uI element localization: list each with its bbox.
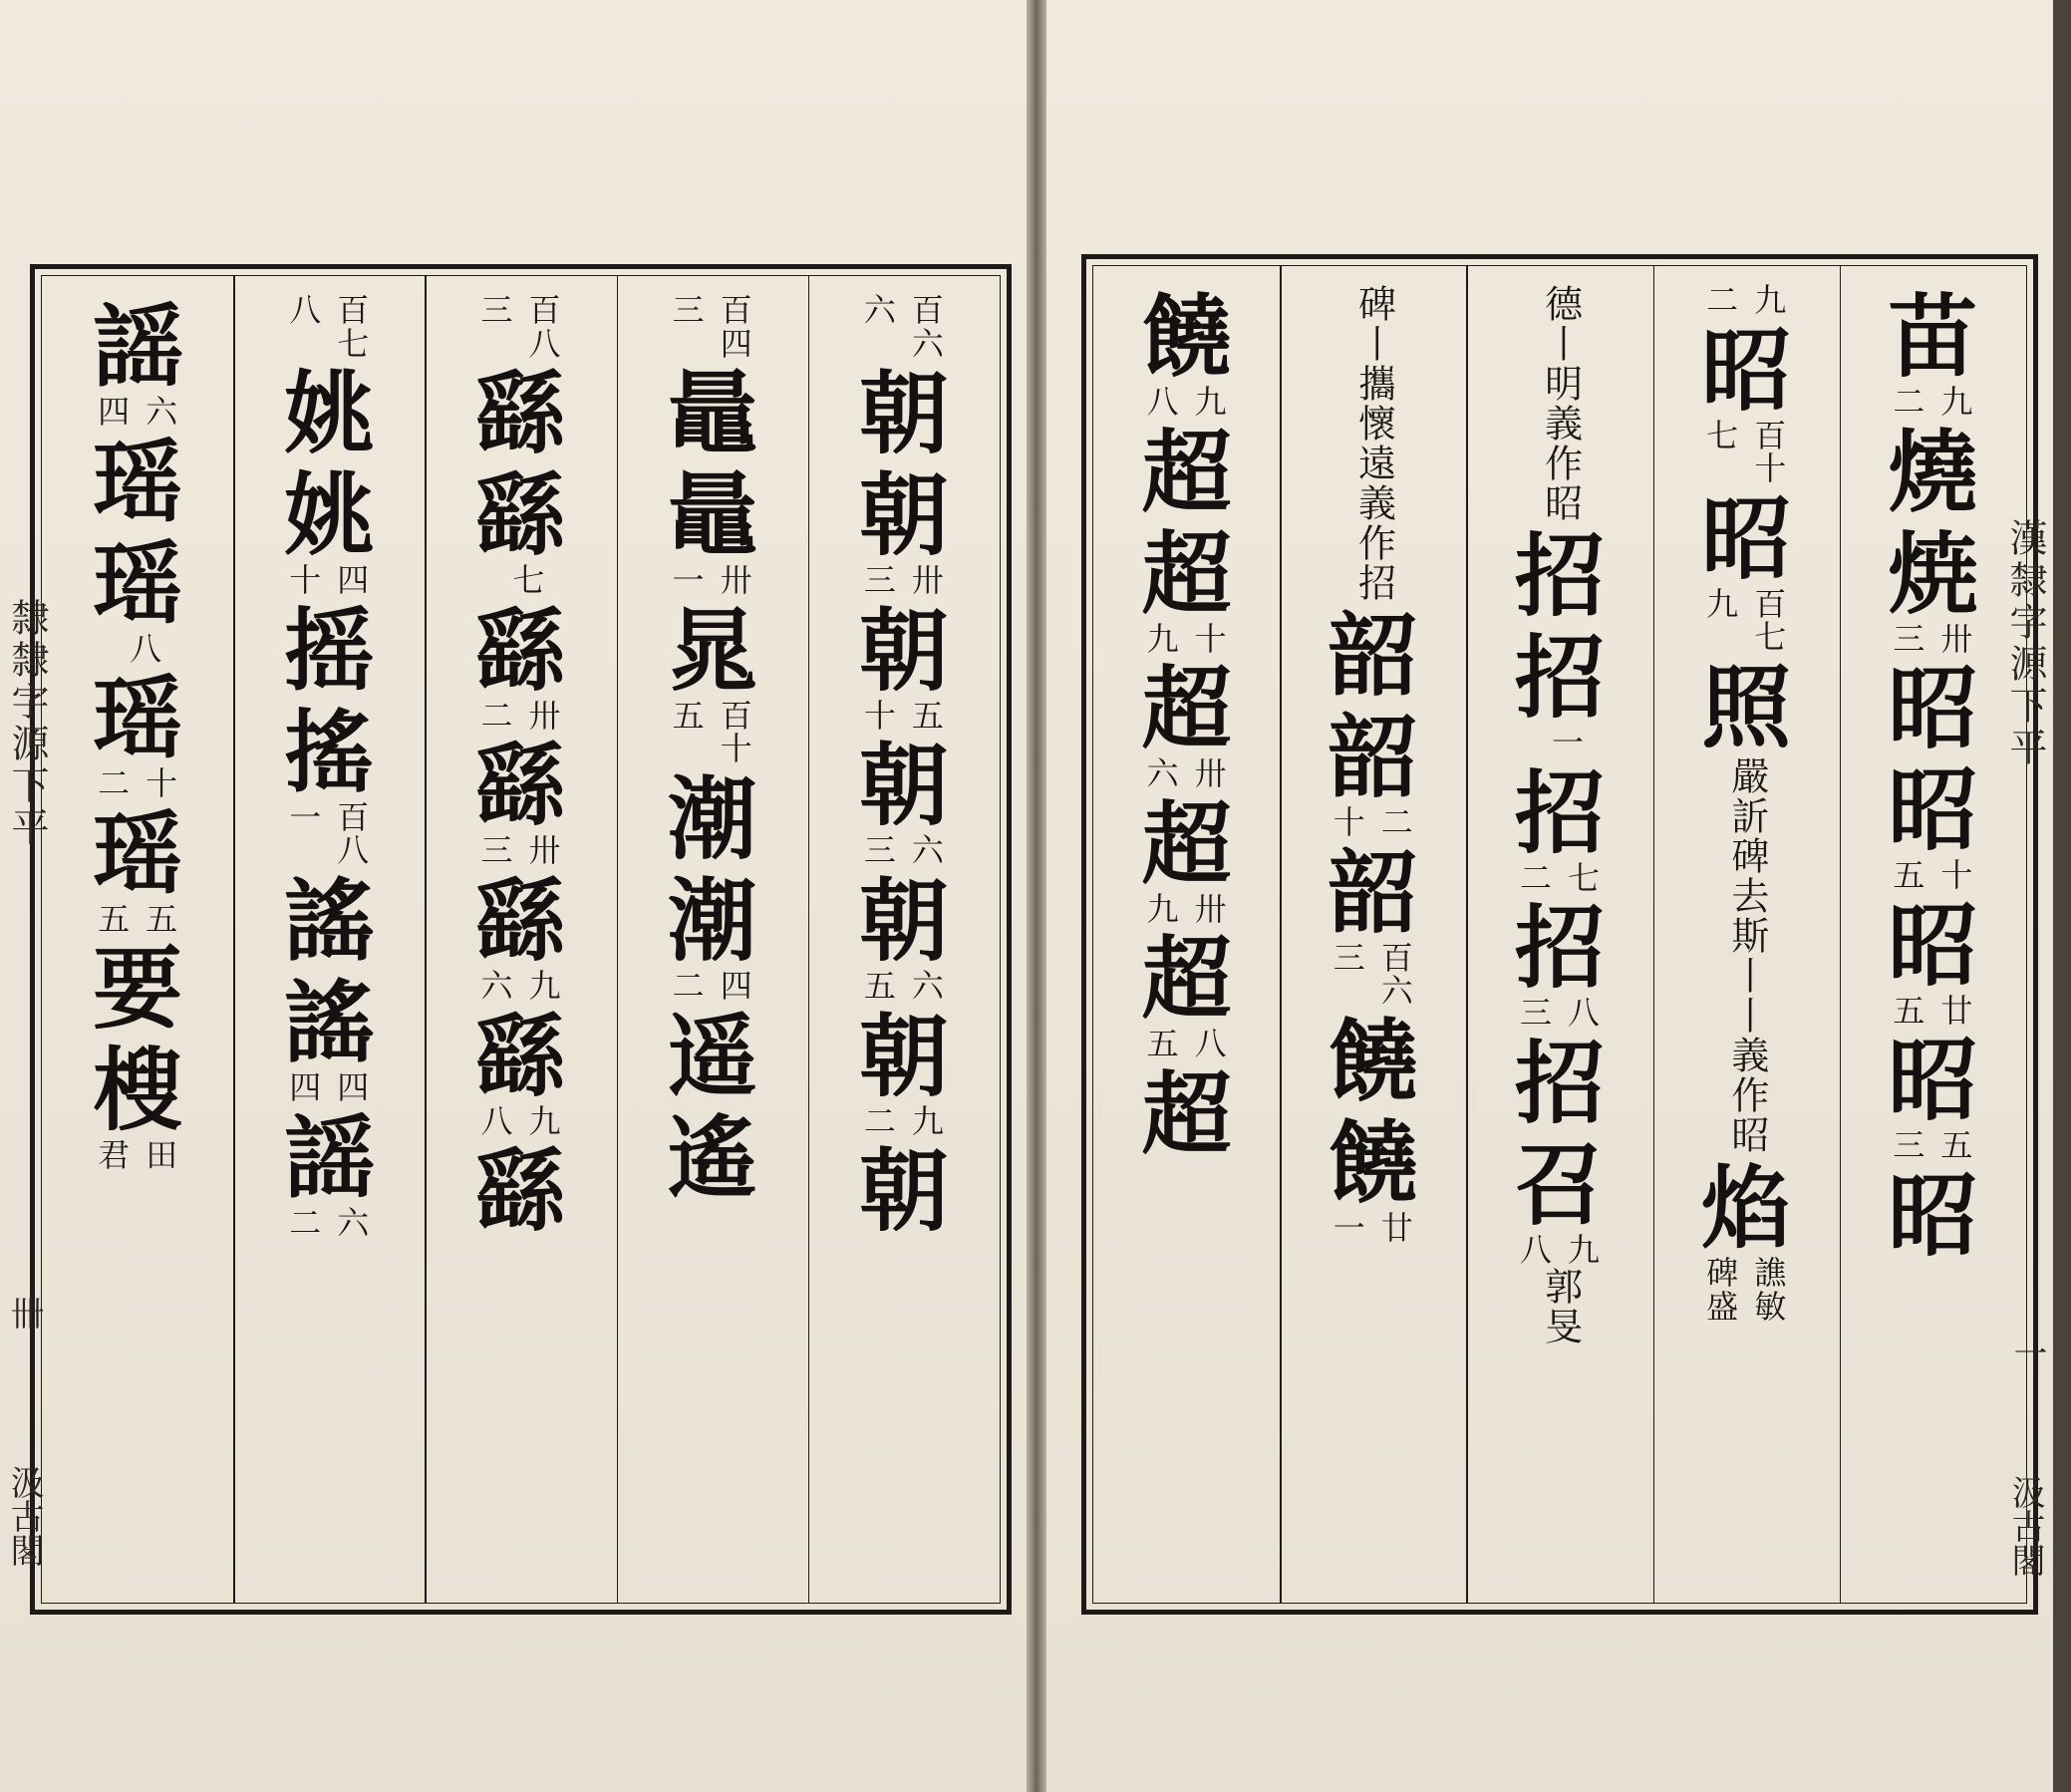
annotation-text: 遠義作招: [1351, 444, 1396, 603]
source-index-numbers: [1893, 383, 1973, 421]
left-column-rule: [233, 276, 235, 1603]
headword-glyph: 招: [1514, 523, 1605, 629]
right-column-rule: [1280, 266, 1282, 1603]
headword-glyph: 招: [1514, 759, 1605, 866]
right-column: [1840, 266, 2026, 1603]
source-index-numbers: [1332, 938, 1413, 1011]
source-index-numbers: [98, 764, 178, 803]
index-numeral: 六: [911, 966, 944, 1005]
index-numeral: 九: [1940, 383, 1973, 421]
source-index-numbers: [672, 561, 752, 600]
right-column: [1093, 266, 1280, 1603]
source-index-numbers: [496, 561, 545, 600]
page-stack-edge: [2053, 0, 2071, 1792]
headword-glyph: 鼂: [667, 462, 757, 569]
index-numeral: 七: [1754, 618, 1787, 657]
index-numeral: 五: [146, 899, 178, 938]
index-numeral: 廿: [1940, 991, 1973, 1030]
index-numeral: 十: [1332, 803, 1365, 841]
index-numeral: 二: [1380, 803, 1413, 841]
index-numeral: 二: [1706, 281, 1739, 319]
headword-glyph: 招: [1514, 625, 1605, 731]
index-numeral: 三: [1519, 994, 1552, 1033]
left-column-rule: [808, 276, 810, 1603]
index-numeral: 卅: [911, 561, 944, 600]
index-numeral: 八: [337, 831, 370, 870]
source-index-numbers: [1706, 416, 1787, 488]
left-column: [42, 276, 233, 1603]
source-index-numbers: [1146, 1025, 1227, 1063]
index-numeral: 四: [720, 324, 752, 363]
annotation-text: 嚴訢碑去斯: [1724, 755, 1769, 956]
index-numeral: 七: [512, 561, 545, 600]
headword-glyph: 㮴: [93, 1038, 183, 1144]
source-index-numbers: [1706, 281, 1787, 319]
headword-glyph: 昭: [1888, 892, 1978, 999]
headword-glyph: 繇: [475, 597, 566, 704]
index-numeral: 七: [1706, 416, 1739, 454]
right-column: [1653, 266, 1840, 1603]
source-index-numbers: [1893, 856, 1973, 895]
index-numeral: 一: [1551, 724, 1584, 761]
index-numeral: 四: [289, 1067, 322, 1106]
index-numeral: 十: [1754, 449, 1787, 488]
index-numeral: 百: [720, 291, 752, 329]
index-numeral: 六: [911, 324, 944, 363]
headword-glyph: 照: [1701, 654, 1792, 760]
source-index-numbers: [672, 291, 752, 363]
source-index-numbers: [1332, 803, 1413, 841]
index-numeral: 八: [1146, 383, 1179, 421]
headword-glyph: 饒: [1328, 1008, 1418, 1114]
index-numeral: 六: [911, 831, 944, 870]
source-index-numbers: [480, 1101, 561, 1140]
source-index-numbers: [289, 1203, 370, 1242]
headword-glyph: 潮: [667, 765, 757, 872]
index-numeral: 五: [1940, 1126, 1973, 1165]
source-index-numbers: [863, 291, 944, 363]
source-index-numbers: [1706, 1253, 1787, 1326]
index-numeral: 九: [1146, 619, 1179, 658]
headword-glyph: 鼂: [667, 361, 757, 467]
index-numeral: 九: [528, 966, 561, 1005]
index-numeral: 卅: [720, 561, 752, 600]
headword-glyph: 饒: [1328, 1109, 1418, 1216]
index-numeral: 二: [98, 764, 131, 803]
headword-glyph: 超: [1141, 1060, 1232, 1167]
right-column-rule: [1653, 266, 1655, 1603]
index-numeral: 三: [480, 291, 513, 329]
index-numeral: 一: [289, 797, 322, 836]
left-column: [233, 276, 425, 1603]
source-index-numbers: [1146, 754, 1227, 793]
source-index-numbers: [480, 696, 561, 735]
headword-glyph: 謠: [284, 969, 375, 1075]
headword-glyph: 繇: [475, 1003, 566, 1109]
index-numeral: 五: [1893, 991, 1925, 1030]
index-numeral: 十: [146, 764, 178, 803]
source-index-numbers: [1519, 858, 1600, 897]
annotation-text: 郭旻: [1538, 1267, 1583, 1347]
index-numeral: 三: [863, 831, 896, 870]
headword-glyph: 遙: [667, 1104, 757, 1211]
headword-glyph: 瑶: [93, 666, 183, 772]
index-numeral: 譙: [1754, 1253, 1787, 1292]
left-column-rule: [617, 276, 619, 1603]
headword-glyph: 朝: [858, 867, 949, 974]
right-margin-folio: 一: [2007, 1336, 2047, 1369]
left-column-rule: [425, 276, 427, 1603]
source-index-numbers: [289, 561, 370, 600]
left-margin-publisher: 汲古閣: [4, 1465, 44, 1567]
headword-glyph: 繇: [475, 361, 566, 467]
right-text-frame: [1081, 254, 2038, 1615]
source-index-numbers: [1146, 383, 1227, 421]
index-numeral: 八: [1567, 994, 1600, 1033]
headword-glyph: 瑶: [93, 429, 183, 535]
headword-glyph: 焼: [1888, 520, 1978, 627]
index-numeral: 七: [1567, 858, 1600, 897]
source-index-numbers: [289, 797, 370, 870]
left-column: [808, 276, 1000, 1603]
headword-glyph: 朝: [858, 1138, 949, 1245]
index-numeral: 二: [480, 696, 513, 735]
headword-glyph: 昭: [1888, 757, 1978, 864]
index-numeral: 八: [289, 291, 322, 329]
index-numeral: 卅: [1194, 889, 1227, 928]
source-index-numbers: [1146, 889, 1227, 928]
headword-glyph: 韶: [1328, 839, 1418, 946]
left-margin-folio: 卌: [4, 1296, 44, 1330]
source-index-numbers: [480, 291, 561, 363]
gutter: [1027, 0, 1046, 1792]
index-numeral: 八: [130, 629, 162, 668]
source-index-numbers: [1536, 724, 1584, 761]
headword-glyph: 昭: [1888, 1162, 1978, 1269]
right-margin-publisher: 汲古閣: [2005, 1475, 2045, 1577]
index-numeral: 八: [1519, 1230, 1552, 1269]
index-numeral: 九: [1194, 383, 1227, 421]
source-index-numbers: [1519, 1230, 1600, 1269]
index-numeral: 三: [1893, 1126, 1925, 1165]
source-index-numbers: [1332, 1208, 1413, 1247]
headword-glyph: 姚: [284, 361, 375, 467]
index-numeral: 九: [1146, 889, 1179, 928]
index-numeral: 九: [1706, 584, 1739, 623]
source-index-numbers: [863, 696, 944, 735]
source-index-numbers: [863, 966, 944, 1005]
source-index-numbers: [863, 1101, 944, 1140]
index-numeral: 四: [337, 561, 370, 600]
headword-glyph: 繇: [475, 867, 566, 974]
index-numeral: 一: [672, 561, 705, 600]
index-numeral: 田: [146, 1136, 178, 1175]
right-page: [1046, 0, 2053, 1792]
index-numeral: 六: [146, 393, 178, 431]
left-inner-frame: [41, 275, 1001, 1604]
index-numeral: 卅: [1940, 619, 1973, 658]
index-numeral: 四: [720, 966, 752, 1005]
headword-glyph: 韶: [1328, 705, 1418, 810]
headword-glyph: 招: [1514, 1030, 1605, 1136]
index-numeral: 百: [337, 797, 370, 836]
headword-glyph: 姚: [284, 462, 375, 569]
index-numeral: 廿: [1380, 1208, 1413, 1247]
index-numeral: 十: [720, 730, 752, 768]
index-numeral: 九: [1754, 281, 1787, 319]
source-index-numbers: [98, 1136, 178, 1175]
headword-glyph: 昭: [1701, 317, 1792, 424]
headword-glyph: 朝: [858, 733, 949, 839]
index-numeral: 一: [1332, 1208, 1365, 1247]
source-index-numbers: [1146, 619, 1227, 658]
right-column-rule: [1466, 266, 1468, 1603]
index-numeral: 六: [480, 966, 513, 1005]
index-numeral: 三: [1893, 619, 1925, 658]
index-numeral: 五: [911, 696, 944, 735]
headword-glyph: 韶: [1328, 603, 1418, 709]
index-numeral: 百: [911, 291, 944, 329]
index-numeral: 十: [1940, 856, 1973, 895]
source-index-numbers: [672, 696, 752, 768]
headword-glyph: 朝: [858, 1003, 949, 1109]
headword-glyph: 繇: [475, 462, 566, 569]
headword-glyph: 焰: [1701, 1154, 1792, 1261]
index-numeral: 卅: [528, 696, 561, 735]
right-margin-title: 漢隸字源下平: [2003, 518, 2047, 769]
index-numeral: 卅: [528, 831, 561, 870]
headword-glyph: 超: [1141, 520, 1232, 627]
index-numeral: 敏: [1754, 1287, 1787, 1326]
index-numeral: 二: [289, 1203, 322, 1242]
headword-glyph: 謡: [93, 294, 183, 400]
headword-glyph: 繇: [475, 733, 566, 839]
index-numeral: 百: [1754, 416, 1787, 454]
source-index-numbers: [1893, 1126, 1973, 1165]
index-numeral: 四: [98, 393, 131, 431]
index-numeral: 碑: [1706, 1253, 1739, 1292]
index-numeral: 六: [863, 291, 896, 329]
right-column: [1466, 266, 1652, 1603]
source-index-numbers: [863, 831, 944, 870]
right-inner-frame: [1092, 265, 2027, 1604]
index-numeral: 九: [911, 1101, 944, 1140]
headword-glyph: 朝: [858, 597, 949, 704]
index-numeral: 五: [1893, 856, 1925, 895]
headword-glyph: 謠: [284, 867, 375, 974]
source-index-numbers: [98, 899, 178, 938]
source-index-numbers: [114, 629, 162, 668]
source-index-numbers: [672, 966, 752, 1005]
index-numeral: 九: [528, 1101, 561, 1140]
headword-glyph: 超: [1141, 419, 1232, 525]
index-numeral: 二: [672, 966, 705, 1005]
headword-glyph: 昭: [1888, 1028, 1978, 1134]
headword-glyph: 招: [1514, 895, 1605, 1002]
headword-glyph: 繇: [475, 1138, 566, 1245]
headword-glyph: 晁: [667, 597, 757, 704]
headword-glyph: 搖: [284, 699, 375, 805]
headword-glyph: 遥: [667, 1003, 757, 1109]
index-numeral: 四: [337, 1067, 370, 1106]
index-numeral: 百: [337, 291, 370, 329]
headword-glyph: 昭: [1701, 485, 1792, 592]
index-numeral: 九: [1567, 1230, 1600, 1269]
headword-glyph: 饒: [1141, 284, 1232, 390]
source-index-numbers: [1519, 994, 1600, 1033]
source-index-numbers: [863, 561, 944, 600]
headword-glyph: 要: [93, 936, 183, 1043]
annotation-text: 丨丨義作昭: [1724, 955, 1769, 1155]
index-numeral: 二: [1893, 383, 1925, 421]
index-numeral: 五: [863, 966, 896, 1005]
headword-glyph: 朝: [858, 462, 949, 569]
headword-glyph: 昭: [1888, 656, 1978, 762]
source-index-numbers: [480, 966, 561, 1005]
index-numeral: 八: [528, 324, 561, 363]
source-index-numbers: [1893, 991, 1973, 1030]
index-numeral: 十: [289, 561, 322, 600]
right-column-rule: [1840, 266, 1842, 1603]
index-numeral: 七: [337, 324, 370, 363]
index-numeral: 八: [1194, 1025, 1227, 1063]
source-index-numbers: [480, 831, 561, 870]
index-numeral: 六: [1380, 972, 1413, 1011]
headword-glyph: 超: [1141, 656, 1232, 762]
headword-glyph: 瑶: [93, 530, 183, 637]
headword-glyph: 瑶: [93, 800, 183, 907]
headword-glyph: 召: [1514, 1131, 1605, 1238]
annotation-text: 碑丨攜懷: [1351, 284, 1396, 444]
index-numeral: 十: [863, 696, 896, 735]
index-numeral: 百: [1754, 584, 1787, 623]
headword-glyph: 超: [1141, 926, 1232, 1033]
index-numeral: 三: [863, 561, 896, 600]
source-index-numbers: [1893, 619, 1973, 658]
index-numeral: 三: [1332, 938, 1365, 977]
index-numeral: 二: [1519, 858, 1552, 897]
annotation-text: 德丨明: [1538, 284, 1583, 404]
index-numeral: 十: [1194, 619, 1227, 658]
headword-glyph: 朝: [858, 361, 949, 467]
index-numeral: 百: [528, 291, 561, 329]
source-index-numbers: [98, 393, 178, 431]
index-numeral: 君: [98, 1136, 131, 1175]
left-column: [425, 276, 616, 1603]
index-numeral: 六: [337, 1203, 370, 1242]
index-numeral: 百: [1380, 938, 1413, 977]
index-numeral: 三: [672, 291, 705, 329]
index-numeral: 五: [98, 899, 131, 938]
index-numeral: 三: [480, 831, 513, 870]
annotation-text: 義作昭: [1538, 404, 1583, 523]
headword-glyph: 謡: [284, 1104, 375, 1211]
index-numeral: 卅: [1194, 754, 1227, 793]
headword-glyph: 苗: [1888, 284, 1978, 390]
index-numeral: 八: [480, 1101, 513, 1140]
index-numeral: 五: [1146, 1025, 1179, 1063]
source-index-numbers: [1706, 584, 1787, 657]
headword-glyph: 超: [1141, 790, 1232, 897]
source-index-numbers: [289, 1067, 370, 1106]
right-column: [1280, 266, 1466, 1603]
left-margin-title: 隸隸字源下平: [5, 598, 49, 849]
source-index-numbers: [289, 291, 370, 363]
headword-glyph: 潮: [667, 867, 757, 974]
index-numeral: 五: [672, 696, 705, 735]
index-numeral: 百: [720, 696, 752, 735]
index-numeral: 二: [863, 1101, 896, 1140]
index-numeral: 盛: [1706, 1287, 1739, 1326]
headword-glyph: 燒: [1888, 419, 1978, 525]
left-column: [617, 276, 808, 1603]
left-page: [0, 0, 1027, 1792]
left-text-frame: [30, 264, 1012, 1615]
index-numeral: 六: [1146, 754, 1179, 793]
headword-glyph: 摇: [284, 597, 375, 704]
